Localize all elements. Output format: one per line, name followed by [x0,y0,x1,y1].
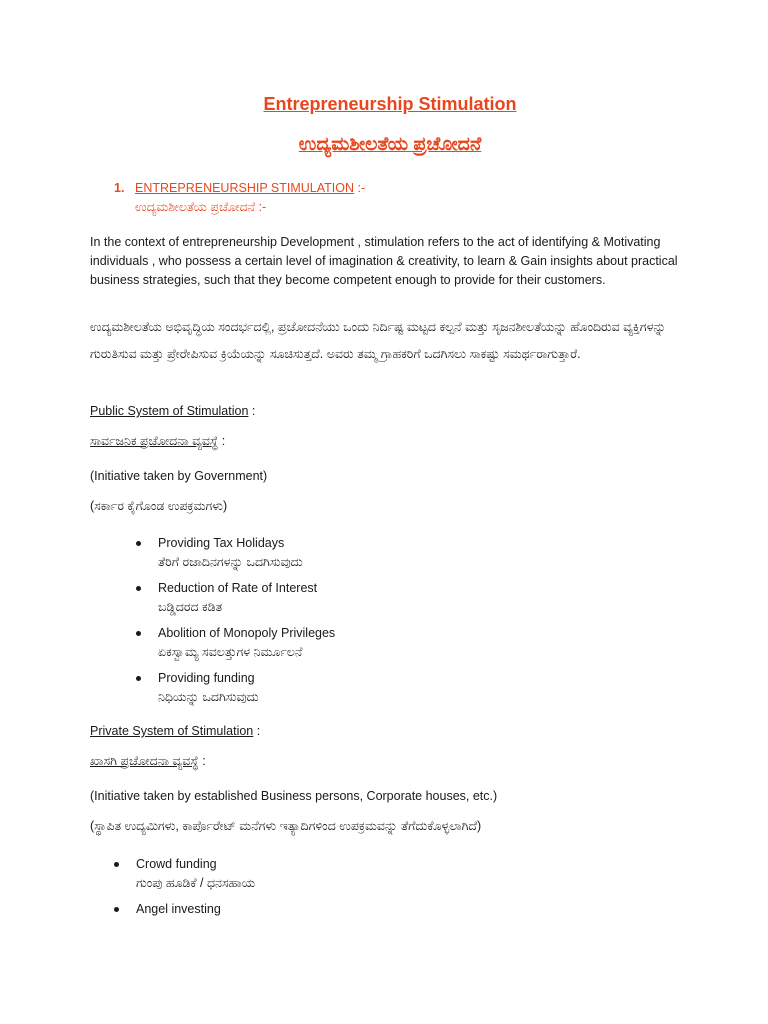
list-item-en: Reduction of Rate of Interest [158,581,318,595]
list-item-kn: ನಿಧಿಯನ್ನು ಒದಗಿಸುವುದು [158,690,259,704]
private-heading-kn: ಖಾಸಗಿ ಪ್ರಚೋದನಾ ವ್ಯವಸ್ಥೆ [90,754,199,768]
private-system-heading-kn [90,754,206,769]
list-item-en: Providing funding [158,671,255,685]
private-note-en: (Initiative taken by established Business persons, Corporate houses, etc.) [90,789,498,803]
public-note-kn: (ಸರ್ಕಾರ ಕೈಗೊಂಡ ಉಪಕ್ರಮಗಳು) [90,499,228,513]
private-heading-kn-suffix: : [198,754,206,768]
list-item-kn: ಏಕಸ್ವಾಮ್ಯ ಸವಲತ್ತುಗಳ ನಿರ್ಮೂಲನೆ [158,645,303,659]
list-item-en: Crowd funding [136,857,217,871]
section-number: 1. [114,181,125,195]
page-title: Entrepreneurship Stimulation [263,94,517,114]
public-heading-en: Public System of Stimulation [90,404,249,418]
private-system-heading [90,724,260,738]
list-item [90,624,335,662]
public-note-en: (Initiative taken by Government) [90,469,268,483]
list-item-en: Providing Tax Holidays [158,536,285,550]
list-item [90,900,255,919]
private-heading-suffix: : [253,724,261,738]
public-system-heading [90,404,255,418]
list-item-en: Angel investing [136,902,221,916]
private-heading-en: Private System of Stimulation [90,724,254,738]
private-note-kn: (ಸ್ಥಾಪಿತ ಉದ್ಯಮಿಗಳು, ಕಾರ್ಪೊರೇಟ್ ಮನೆಗಳು ಇತ್ಯಾದಿಗಳಿಂದ ಉಪಕ್ರಮವನ್ನು ತೆಗೆದುಕೊಳ್ಳಲಾಗಿದೆ) [90,819,482,833]
section-heading-kn: ಉದ್ಯಮಶೀಲತೆಯ ಪ್ರಚೋದನೆ :- [135,200,267,214]
list-item-en: Abolition of Monopoly Privileges [158,626,336,640]
definition-paragraph-en: In the context of entrepreneurship Development , stimulation refers to the act of identifying & Motivating individuals , who possess a certain level of imagination & creativity, to learn & Gain insights about practical business strategies, such that they become competent enough to provide for their customers. [90,235,678,287]
public-system-heading-kn [90,434,225,449]
definition-paragraph-kn: ಉದ್ಯಮಶೀಲತೆಯ ಅಭಿವೃದ್ಧಿಯ ಸಂದರ್ಭದಲ್ಲಿ, ಪ್ರಚೋದನೆಯು ಒಂದು ನಿರ್ದಿಷ್ಟ ಮಟ್ಟದ ಕಲ್ಪನೆ ಮತ್ತು ಸೃಜನಶೀಲತೆಯನ್ನು ಹೊಂದಿರುವ ವ್ಯಕ್ತಿಗಳನ್ನು ಗುರುತಿಸುವ ಮತ್ತು ಪ್ರೇರೇಪಿಸುವ ಕ್ರಿಯೆಯನ್ನು ಸೂಚಿಸುತ್ತದೆ. ಅವರು ತಮ್ಮ ಗ್ರಾಹಕರಿಗೆ ಒದಗಿಸಲು ಸಾಕಷ್ಟು ಸಮರ್ಥರಾಗುತ್ತಾರೆ. [90,320,666,361]
list-item [90,579,335,617]
list-item [90,534,335,572]
list-item-kn: ತೆರಿಗೆ ರಜಾದಿನಗಳನ್ನು ಒದಗಿಸುವುದು [158,555,303,569]
page-title-kannada: ಉದ್ಯಮಶೀಲತೆಯ ಪ್ರಚೋದನೆ [298,134,482,155]
section-1-heading [114,179,365,217]
list-item [90,669,335,707]
public-heading-kn-suffix: : [218,434,226,448]
public-measures-list [90,534,335,714]
list-item [90,855,255,893]
section-heading-suffix: :- [354,181,366,195]
public-heading-kn: ಸಾರ್ವಜನಿಕ ಪ್ರಚೋದನಾ ವ್ಯವಸ್ಥೆ [90,434,219,448]
section-heading-en: ENTREPRENEURSHIP STIMULATION [135,181,355,195]
list-item-kn: ಗುಂಪು ಹೂಡಿಕೆ / ಧನಸಹಾಯ [136,876,256,890]
list-item-kn: ಬಡ್ಡಿದರದ ಕಡಿತ [158,600,223,614]
private-measures-list [90,855,255,926]
public-heading-suffix: : [248,404,256,418]
